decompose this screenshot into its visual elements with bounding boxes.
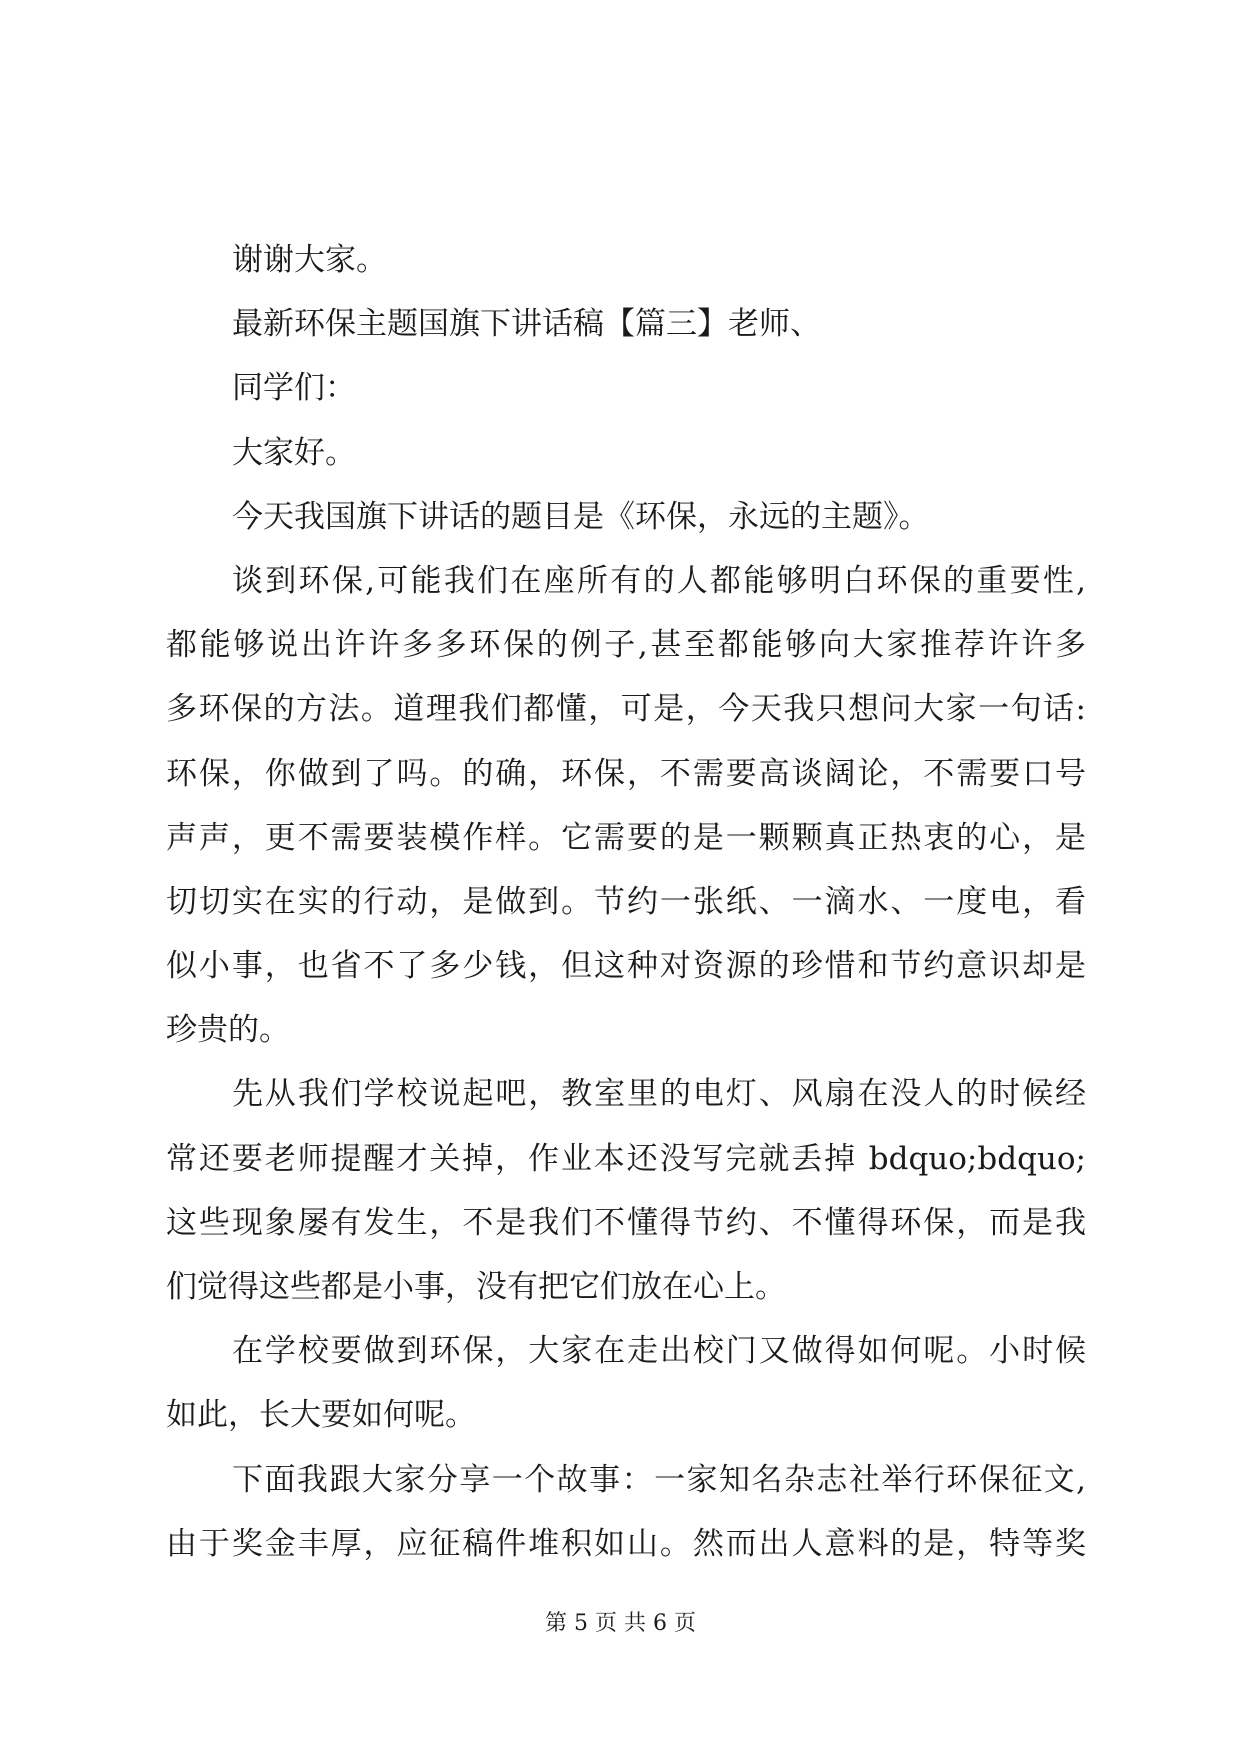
page-footer: 第 5 页 共 6 页: [545, 1611, 696, 1636]
paragraph: [166, 1319, 1086, 1447]
text-line: 环保，你做到了吗。的确，环保，不需要高谈阔论，不需要口号: [166, 755, 1086, 792]
paragraph: [166, 1062, 1086, 1319]
text-line: 同学们：: [232, 370, 356, 407]
text-line: 切切实在实的行动，是做到。节约一张纸、一滴水、一度电，看: [166, 883, 1086, 920]
paragraph: [166, 549, 1086, 1063]
text-line: 由于奖金丰厚，应征稿件堆积如山。然而出人意料的是，特等奖: [166, 1525, 1086, 1562]
text-line: 似小事，也省不了多少钱，但这种对资源的珍惜和节约意识却是: [166, 948, 1086, 985]
text-line: 先从我们学校说起吧，教室里的电灯、风扇在没人的时候经: [232, 1076, 1086, 1113]
text-line: 大家好。: [232, 434, 356, 471]
text-line: 常还要老师提醒才关掉，作业本还没写完就丢掉 bdquo;bdquo;: [166, 1140, 1086, 1177]
text-line: 谈到环保,可能我们在座所有的人都能够明白环保的重要性,: [232, 562, 1086, 599]
text-line: 都能够说出许许多多环保的例子,甚至都能够向大家推荐许许多: [166, 627, 1086, 664]
document-body: [166, 228, 1086, 1576]
text-line: 多环保的方法。道理我们都懂，可是，今天我只想问大家一句话:: [166, 691, 1086, 728]
text-line: 这些现象屡有发生，不是我们不懂得节约、不懂得环保，而是我: [166, 1204, 1086, 1241]
text-line: 今天我国旗下讲话的题目是《环保，永远的主题》。: [232, 498, 930, 535]
section-heading: 最新环保主题国旗下讲话稿【篇三】老师、: [232, 306, 821, 343]
text-line: 声声，更不需要装模作样。它需要的是一颗颗真正热衷的心，是: [166, 819, 1086, 856]
text-line: 如此，长大要如何呢。: [166, 1397, 476, 1434]
text-line: 谢谢大家。: [232, 242, 387, 278]
text-line: 下面我跟大家分享一个故事：一家知名杂志社举行环保征文,: [232, 1461, 1086, 1498]
text-line: 在学校要做到环保，大家在走出校门又做得如何呢。小时候: [232, 1333, 1086, 1370]
text-line: 们觉得这些都是小事，没有把它们放在心上。: [166, 1269, 786, 1305]
paragraph: [166, 1448, 1086, 1576]
text-line: 珍贵的。: [166, 1012, 290, 1049]
